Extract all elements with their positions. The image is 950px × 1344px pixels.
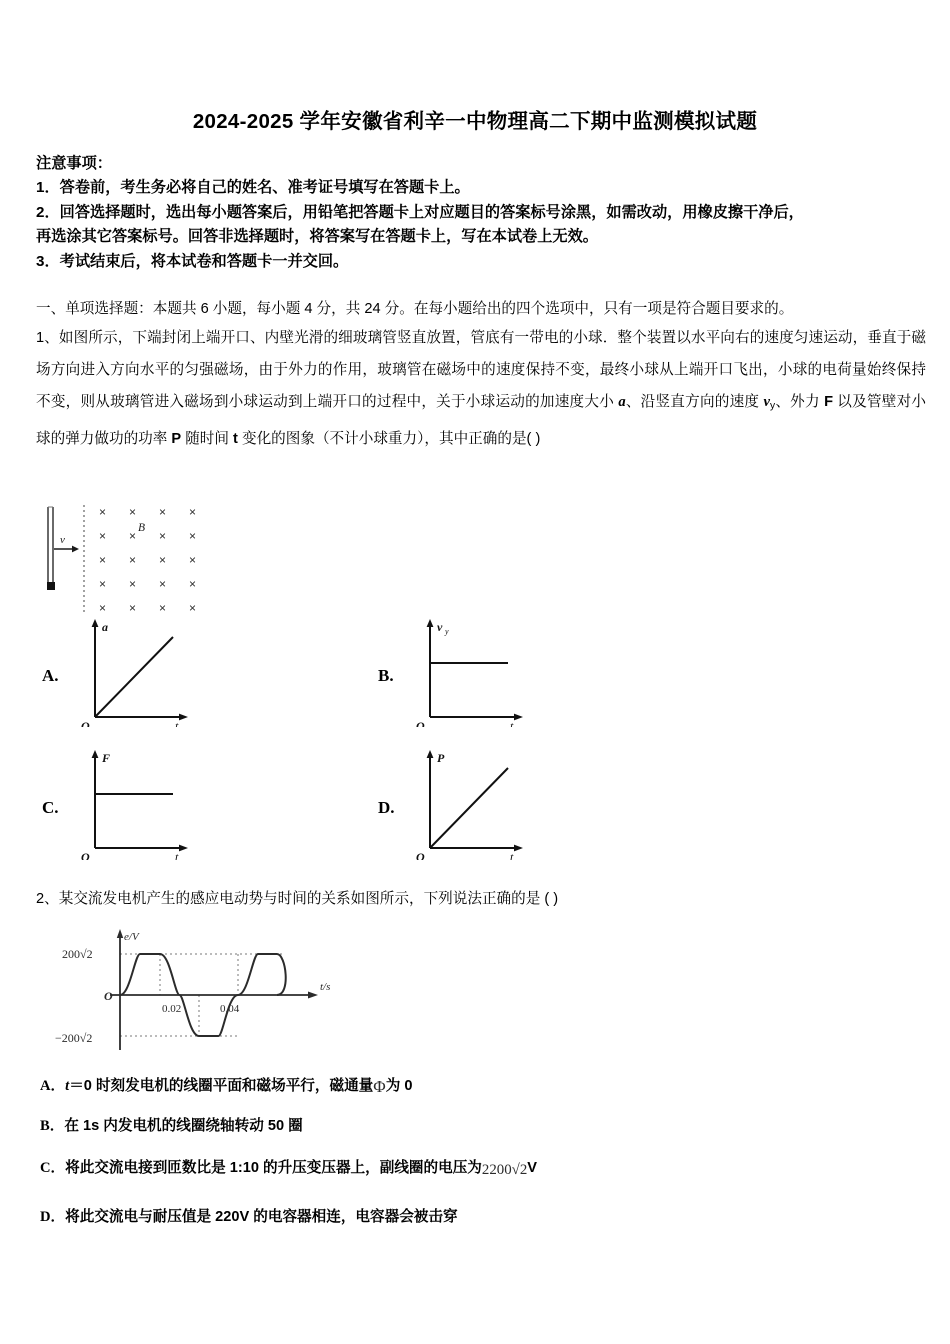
question-1-line2: 匀速运动，垂直于磁场方向进入方向水平的匀强磁场，由于外力的作用，玻璃管在磁场中的速度保持不变，最终小球 bbox=[36, 330, 926, 378]
option-c-svg bbox=[75, 748, 205, 860]
notice-item-2: 2．回答选择题时，选出每小题答案后，用铅笔把答题卡上对应题目的答案标号涂黑，如需改动，用橡皮擦干净后， bbox=[36, 203, 804, 221]
field-cross-symbol: × bbox=[99, 553, 107, 567]
y-axis-label: P bbox=[437, 751, 445, 765]
x-axis-arrowhead bbox=[308, 992, 318, 999]
question-1-line4i: 随时间 bbox=[181, 430, 234, 447]
field-cross-symbol: × bbox=[159, 577, 167, 591]
x-tick-label-2: 0.04 bbox=[220, 1003, 240, 1015]
data-line-rising bbox=[95, 637, 173, 717]
origin-label: O bbox=[81, 719, 90, 727]
notice-block bbox=[36, 152, 916, 274]
question-1-text bbox=[36, 322, 926, 455]
option-c-label[interactable]: C. bbox=[42, 798, 59, 817]
field-cross-symbol: × bbox=[129, 601, 137, 615]
y-axis-arrowhead bbox=[92, 750, 99, 758]
question-1-line4e: 、外力 bbox=[775, 394, 825, 410]
field-cross-symbol: × bbox=[129, 529, 137, 543]
question-2-option-c[interactable] bbox=[40, 1157, 920, 1181]
y-axis-label-subscript: y bbox=[445, 627, 449, 636]
question-1-number: 1、 bbox=[36, 330, 59, 346]
question-1-line4a: 的加速度大小 bbox=[525, 394, 619, 410]
question-1-line1: 如图所示，下端封闭上端开口、内壁光滑的细玻璃管竖直放置，管底有一带电的小球．整个装置以水平向右的速度 bbox=[58, 330, 794, 346]
y-axis-arrowhead bbox=[427, 750, 434, 758]
option-d-text: 将此交流电与耐压值是 220V 的电容器相连，电容器会被击穿 bbox=[65, 1209, 458, 1225]
y-axis-label: v bbox=[437, 620, 443, 634]
origin-label: O bbox=[104, 989, 113, 1003]
option-a-text-end: 为 0 bbox=[385, 1078, 413, 1094]
notice-item-1: 1．答卷前，考生务必将自己的姓名、准考证号填写在答题卡上。 bbox=[36, 179, 470, 197]
y-axis-label: a bbox=[102, 620, 108, 634]
y-axis-arrowhead bbox=[427, 619, 434, 627]
option-a-label[interactable]: A. bbox=[42, 666, 59, 685]
option-a-symbol-t: t bbox=[65, 1078, 70, 1094]
x-axis-label: t bbox=[510, 850, 514, 860]
origin-label: O bbox=[416, 850, 425, 860]
option-d-label[interactable]: D. bbox=[378, 798, 395, 817]
field-cross-symbol: × bbox=[189, 505, 197, 519]
question-1-line4c: 、沿竖直方向的速度 bbox=[625, 394, 764, 410]
charged-ball-icon bbox=[47, 582, 55, 590]
symbol-v: v bbox=[763, 394, 770, 410]
option-a-svg bbox=[75, 617, 205, 727]
x-axis-arrowhead bbox=[514, 845, 523, 852]
question-2-option-a[interactable] bbox=[40, 1075, 920, 1098]
y-tick-label-negative: −200√2 bbox=[55, 1031, 93, 1045]
x-axis-label: t bbox=[510, 719, 514, 727]
option-b-text: 在 1s 内发电机的线圈绕轴转动 50 圈 bbox=[64, 1118, 303, 1134]
option-b-label: B． bbox=[40, 1118, 65, 1134]
option-c-math-voltage: 2200√2 bbox=[481, 1162, 528, 1178]
notice-item-3: 再选涂其它答案标号。回答非选择题时，将答案写在答题卡上，写在本试卷上无效。 bbox=[36, 228, 598, 246]
question-2-number: 2、 bbox=[36, 891, 59, 907]
section-heading: 一、单项选择题：本题共 6 小题，每小题 4 分，共 24 分。在每小题给出的四个选项中，只有一项是符合题目要求的。 bbox=[36, 301, 794, 317]
field-cross-symbol: × bbox=[159, 553, 167, 567]
symbol-t: t bbox=[233, 430, 238, 447]
option-b-label[interactable]: B. bbox=[378, 666, 394, 685]
field-cross-symbol: × bbox=[159, 505, 167, 519]
velocity-label: v bbox=[60, 534, 65, 546]
velocity-arrow-head bbox=[72, 546, 79, 553]
field-cross-symbol: × bbox=[189, 577, 197, 591]
question-1-line4k: 变化的图象（不计小球重 bbox=[237, 430, 403, 447]
y-axis-label: F bbox=[102, 751, 111, 765]
field-cross-symbol: × bbox=[189, 529, 197, 543]
option-a-label: A． bbox=[40, 1078, 66, 1094]
y-axis-label: e/V bbox=[124, 931, 139, 943]
symbol-P: P bbox=[171, 430, 182, 447]
question-2-option-d[interactable] bbox=[40, 1206, 920, 1228]
notice-item-4: 3．考试结束后，将本试卷和答题卡一并交回。 bbox=[36, 252, 349, 270]
field-cross-symbol: × bbox=[99, 601, 107, 615]
option-a-symbol-phi: Φ bbox=[373, 1077, 386, 1096]
field-cross-symbol: × bbox=[129, 505, 137, 519]
field-cross-symbol: × bbox=[99, 577, 107, 591]
x-axis-label: t/s bbox=[320, 981, 331, 993]
option-b-graph bbox=[410, 617, 660, 745]
y-axis-arrowhead bbox=[92, 619, 99, 627]
question-2-stem: 某交流发电机产生的感应电动势与时间的关系如图所示，下列说法正确的是 ( ) bbox=[58, 891, 559, 907]
option-c-label: C． bbox=[40, 1160, 66, 1176]
option-d-label: D． bbox=[40, 1209, 66, 1225]
figure-tube-magnetic-field bbox=[38, 503, 223, 615]
x-axis-label: t bbox=[175, 719, 179, 727]
magnetic-field-label: B bbox=[138, 522, 146, 534]
y-tick-label-positive: 200√2 bbox=[62, 947, 93, 961]
field-cross-symbol: × bbox=[189, 601, 197, 615]
symbol-F: F bbox=[824, 394, 834, 410]
field-cross-symbol: × bbox=[159, 529, 167, 543]
option-c-unit: V bbox=[527, 1160, 537, 1176]
field-cross-symbol: × bbox=[99, 505, 107, 519]
field-cross-symbol: × bbox=[129, 553, 137, 567]
x-axis-label: t bbox=[175, 850, 179, 860]
question-2-option-b[interactable] bbox=[40, 1115, 920, 1137]
option-c-graph bbox=[75, 748, 325, 876]
question-1-line5: 力），其中正确的是( ) bbox=[402, 430, 541, 447]
x-axis-arrowhead bbox=[179, 714, 188, 721]
x-tick-label-1: 0.02 bbox=[162, 1003, 182, 1015]
field-cross-symbol: × bbox=[189, 553, 197, 567]
field-cross-symbol: × bbox=[99, 529, 107, 543]
field-cross-symbol: × bbox=[159, 601, 167, 615]
option-a-graph bbox=[75, 617, 325, 745]
y-axis-arrowhead bbox=[117, 929, 123, 938]
page-title: 2024-2025 学年安徽省利辛一中物理高二下期中监测模拟试题 bbox=[192, 110, 758, 133]
origin-label: O bbox=[81, 850, 90, 860]
notice-heading: 注意事项： bbox=[36, 155, 112, 172]
data-line-rising bbox=[430, 768, 508, 848]
option-d-svg bbox=[410, 748, 540, 860]
symbol-a: a bbox=[618, 394, 626, 410]
field-cross-symbol: × bbox=[129, 577, 137, 591]
option-b-svg bbox=[410, 617, 540, 727]
origin-label: O bbox=[416, 719, 425, 727]
question-1-line3: 从上端开口飞出，小球的电荷量始终保持不变，则从玻璃管进入磁场到小球运动到上端开口的过程中，关于小球运动 bbox=[36, 362, 926, 410]
option-c-text: 将此交流电接到匝数比是 1:10 的升压变压器上，副线圈的电压为 bbox=[65, 1160, 482, 1176]
emf-waveform-svg bbox=[52, 926, 352, 1054]
question-1-line4g: 以及管壁对小球的弹力做功的功率 bbox=[36, 394, 926, 447]
x-axis-arrowhead bbox=[179, 845, 188, 852]
option-a-text: ＝0 时刻发电机的线圈平面和磁场平行，磁通量 bbox=[69, 1078, 374, 1094]
x-axis-arrowhead bbox=[514, 714, 523, 721]
figure-emf-waveform bbox=[52, 926, 352, 1054]
question-2-text bbox=[36, 888, 926, 910]
tube-field-svg bbox=[38, 503, 223, 615]
option-d-graph bbox=[410, 748, 660, 876]
symbol-v-subscript: y bbox=[770, 400, 776, 412]
field-cross-grid bbox=[99, 505, 196, 615]
